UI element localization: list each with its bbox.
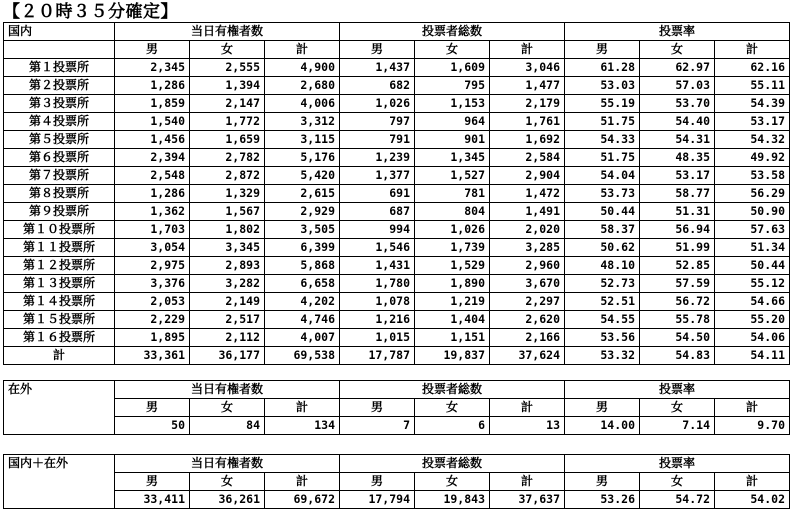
polling-station-row	[4, 311, 790, 329]
cell-value: 2,555	[190, 59, 265, 77]
header-total: 計	[265, 41, 340, 59]
cell-value: 2,680	[265, 77, 340, 95]
header-female: 女	[640, 399, 715, 417]
cell-value: 61.28	[565, 59, 640, 77]
cell-value: 69,538	[265, 347, 340, 365]
polling-station-row	[4, 239, 790, 257]
cell-value: 50.90	[715, 203, 790, 221]
cell-value: 1,026	[415, 221, 490, 239]
cell-value: 3,505	[265, 221, 340, 239]
cell-value: 2,975	[115, 257, 190, 275]
cell-value: 3,046	[490, 59, 565, 77]
cell-value: 2,584	[490, 149, 565, 167]
cell-value: 55.11	[715, 77, 790, 95]
cell-value: 5,176	[265, 149, 340, 167]
cell-value: 1,239	[340, 149, 415, 167]
section-label-domestic: 国内	[4, 23, 115, 41]
cell-value: 54.33	[565, 131, 640, 149]
cell-value: 62.97	[640, 59, 715, 77]
row-label: 第１４投票所	[4, 293, 115, 311]
row-label: 第２投票所	[4, 77, 115, 95]
cell-value: 691	[340, 185, 415, 203]
row-label: 第１１投票所	[4, 239, 115, 257]
cell-value: 52.51	[565, 293, 640, 311]
cell-value: 1,772	[190, 113, 265, 131]
header-total: 計	[490, 473, 565, 491]
cell-value: 797	[340, 113, 415, 131]
cell-value: 54.55	[565, 311, 640, 329]
row-label: 第１２投票所	[4, 257, 115, 275]
header-male: 男	[565, 399, 640, 417]
cell-value: 1,780	[340, 275, 415, 293]
cell-value: 1,527	[415, 167, 490, 185]
cell-value: 2,345	[115, 59, 190, 77]
header-female: 女	[640, 41, 715, 59]
cell-value: 54.06	[715, 329, 790, 347]
cell-value: 1,567	[190, 203, 265, 221]
cell-value: 62.16	[715, 59, 790, 77]
cell-value: 52.85	[640, 257, 715, 275]
header-blank-cell	[4, 41, 115, 59]
cell-value: 54.72	[640, 491, 715, 509]
cell-value: 1,345	[415, 149, 490, 167]
header-turnout-rate: 投票率	[565, 455, 790, 473]
cell-value: 2,517	[190, 311, 265, 329]
header-turnout-rate: 投票率	[565, 381, 790, 399]
cell-value: 84	[190, 417, 265, 435]
cell-value: 4,007	[265, 329, 340, 347]
cell-value: 58.37	[565, 221, 640, 239]
cell-value: 1,377	[340, 167, 415, 185]
cell-value: 1,456	[115, 131, 190, 149]
cell-value: 5,868	[265, 257, 340, 275]
header-row-sex	[4, 399, 790, 417]
cell-value: 781	[415, 185, 490, 203]
cell-value: 2,620	[490, 311, 565, 329]
cell-value: 2,166	[490, 329, 565, 347]
row-label: 第５投票所	[4, 131, 115, 149]
cell-value: 2,297	[490, 293, 565, 311]
row-label: 第１３投票所	[4, 275, 115, 293]
polling-station-row	[4, 203, 790, 221]
cell-value: 52.73	[565, 275, 640, 293]
header-female: 女	[415, 473, 490, 491]
cell-value: 1,491	[490, 203, 565, 221]
cell-value: 1,153	[415, 95, 490, 113]
cell-value: 54.04	[565, 167, 640, 185]
cell-value: 36,261	[190, 491, 265, 509]
row-label: 第１０投票所	[4, 221, 115, 239]
cell-value: 55.78	[640, 311, 715, 329]
row-label: 第１投票所	[4, 59, 115, 77]
cell-value: 2,149	[190, 293, 265, 311]
cell-value: 3,312	[265, 113, 340, 131]
cell-value: 687	[340, 203, 415, 221]
cell-value: 54.02	[715, 491, 790, 509]
cell-value: 54.31	[640, 131, 715, 149]
polling-station-row	[4, 257, 790, 275]
row-label: 第９投票所	[4, 203, 115, 221]
header-eligible-voters: 当日有権者数	[115, 455, 340, 473]
cell-value: 3,345	[190, 239, 265, 257]
cell-value: 5,420	[265, 167, 340, 185]
cell-value: 1,078	[340, 293, 415, 311]
header-male: 男	[115, 473, 190, 491]
header-male: 男	[115, 41, 190, 59]
cell-value: 58.77	[640, 185, 715, 203]
polling-station-row	[4, 275, 790, 293]
header-female: 女	[415, 41, 490, 59]
header-male: 男	[565, 473, 640, 491]
cell-value: 682	[340, 77, 415, 95]
cell-value: 6,399	[265, 239, 340, 257]
cell-value: 50.62	[565, 239, 640, 257]
cell-value: 795	[415, 77, 490, 95]
cell-value: 1,739	[415, 239, 490, 257]
header-row-sex	[4, 41, 790, 59]
cell-value: 36,177	[190, 347, 265, 365]
polling-station-row	[4, 293, 790, 311]
header-total-voters: 投票者総数	[340, 381, 565, 399]
cell-value: 7.14	[640, 417, 715, 435]
cell-value: 1,529	[415, 257, 490, 275]
header-female: 女	[640, 473, 715, 491]
cell-value: 3,282	[190, 275, 265, 293]
cell-value: 54.40	[640, 113, 715, 131]
cell-value: 4,900	[265, 59, 340, 77]
cell-value: 54.32	[715, 131, 790, 149]
cell-value: 51.34	[715, 239, 790, 257]
cell-value: 1,692	[490, 131, 565, 149]
cell-value: 51.75	[565, 113, 640, 131]
cell-value: 7	[340, 417, 415, 435]
row-label: 第３投票所	[4, 95, 115, 113]
header-female: 女	[190, 399, 265, 417]
cell-value: 1,329	[190, 185, 265, 203]
row-label: 第６投票所	[4, 149, 115, 167]
polling-station-row	[4, 185, 790, 203]
cell-value: 50	[115, 417, 190, 435]
cell-value: 1,151	[415, 329, 490, 347]
cell-value: 1,540	[115, 113, 190, 131]
cell-value: 53.70	[640, 95, 715, 113]
cell-value: 51.75	[565, 149, 640, 167]
polling-station-row	[4, 59, 790, 77]
cell-value: 1,609	[415, 59, 490, 77]
cell-value: 50.44	[565, 203, 640, 221]
cell-value: 1,216	[340, 311, 415, 329]
header-row-sex	[4, 473, 790, 491]
cell-value: 57.59	[640, 275, 715, 293]
header-total-voters: 投票者総数	[340, 455, 565, 473]
cell-value: 48.10	[565, 257, 640, 275]
cell-value: 2,615	[265, 185, 340, 203]
cell-value: 3,115	[265, 131, 340, 149]
cell-value: 54.50	[640, 329, 715, 347]
cell-value: 53.17	[640, 167, 715, 185]
cell-value: 19,837	[415, 347, 490, 365]
cell-value: 54.11	[715, 347, 790, 365]
cell-value: 1,437	[340, 59, 415, 77]
cell-value: 56.72	[640, 293, 715, 311]
polling-station-row	[4, 113, 790, 131]
cell-value: 37,637	[490, 491, 565, 509]
cell-value: 2,112	[190, 329, 265, 347]
cell-value: 6	[415, 417, 490, 435]
cell-value: 1,026	[340, 95, 415, 113]
polling-station-row	[4, 221, 790, 239]
cell-value: 33,411	[115, 491, 190, 509]
polling-station-row	[4, 329, 790, 347]
overseas-table	[3, 380, 790, 435]
cell-value: 55.12	[715, 275, 790, 293]
header-male: 男	[340, 41, 415, 59]
polling-station-row	[4, 167, 790, 185]
cell-value: 994	[340, 221, 415, 239]
row-label: 第８投票所	[4, 185, 115, 203]
cell-value: 9.70	[715, 417, 790, 435]
cell-value: 51.31	[640, 203, 715, 221]
cell-value: 57.03	[640, 77, 715, 95]
cell-value: 4,006	[265, 95, 340, 113]
header-female: 女	[190, 41, 265, 59]
cell-value: 1,659	[190, 131, 265, 149]
cell-value: 50.44	[715, 257, 790, 275]
cell-value: 804	[415, 203, 490, 221]
cell-value: 2,893	[190, 257, 265, 275]
row-label: 第１５投票所	[4, 311, 115, 329]
cell-value: 2,782	[190, 149, 265, 167]
cell-value: 2,394	[115, 149, 190, 167]
cell-value: 3,376	[115, 275, 190, 293]
cell-value: 17,787	[340, 347, 415, 365]
cell-value: 2,872	[190, 167, 265, 185]
cell-value: 53.17	[715, 113, 790, 131]
cell-value: 1,895	[115, 329, 190, 347]
cell-value: 14.00	[565, 417, 640, 435]
cell-value: 3,670	[490, 275, 565, 293]
header-total: 計	[265, 399, 340, 417]
cell-value: 1,286	[115, 185, 190, 203]
cell-value: 1,761	[490, 113, 565, 131]
cell-value: 1,703	[115, 221, 190, 239]
header-turnout-rate: 投票率	[565, 23, 790, 41]
cell-value: 3,054	[115, 239, 190, 257]
header-row-groups	[4, 455, 790, 473]
cell-value: 19,843	[415, 491, 490, 509]
cell-value: 1,477	[490, 77, 565, 95]
header-total: 計	[715, 41, 790, 59]
header-total: 計	[265, 473, 340, 491]
cell-value: 2,929	[265, 203, 340, 221]
cell-value: 54.83	[640, 347, 715, 365]
header-total: 計	[715, 399, 790, 417]
overseas-data-row	[4, 417, 790, 435]
polling-station-row	[4, 149, 790, 167]
header-row-groups	[4, 381, 790, 399]
cell-value: 2,229	[115, 311, 190, 329]
cell-value: 57.63	[715, 221, 790, 239]
header-eligible-voters: 当日有権者数	[115, 381, 340, 399]
cell-value: 53.58	[715, 167, 790, 185]
cell-value: 55.19	[565, 95, 640, 113]
cell-value: 2,179	[490, 95, 565, 113]
row-label: 第７投票所	[4, 167, 115, 185]
cell-value: 2,548	[115, 167, 190, 185]
cell-value: 1,362	[115, 203, 190, 221]
cell-value: 791	[340, 131, 415, 149]
cell-value: 2,147	[190, 95, 265, 113]
cell-value: 901	[415, 131, 490, 149]
cell-value: 33,361	[115, 347, 190, 365]
cell-value: 49.92	[715, 149, 790, 167]
cell-value: 37,624	[490, 347, 565, 365]
cell-value: 4,746	[265, 311, 340, 329]
page-title: 【２０時３５分確定】	[3, 2, 178, 22]
cell-value: 53.03	[565, 77, 640, 95]
cell-value: 17,794	[340, 491, 415, 509]
polling-station-row	[4, 131, 790, 149]
cell-value: 4,202	[265, 293, 340, 311]
header-eligible-voters: 当日有権者数	[115, 23, 340, 41]
cell-value: 6,658	[265, 275, 340, 293]
header-male: 男	[340, 399, 415, 417]
cell-value: 2,960	[490, 257, 565, 275]
cell-value: 56.29	[715, 185, 790, 203]
header-total-voters: 投票者総数	[340, 23, 565, 41]
cell-value: 2,053	[115, 293, 190, 311]
total-row	[4, 347, 790, 365]
polling-station-row	[4, 77, 790, 95]
header-male: 男	[340, 473, 415, 491]
cell-value: 53.56	[565, 329, 640, 347]
row-label: 計	[4, 347, 115, 365]
cell-value: 1,286	[115, 77, 190, 95]
cell-value: 134	[265, 417, 340, 435]
section-label-overseas: 在外	[4, 381, 115, 435]
cell-value: 53.32	[565, 347, 640, 365]
section-label-combined: 国内＋在外	[4, 455, 115, 509]
cell-value: 1,404	[415, 311, 490, 329]
header-total: 計	[490, 399, 565, 417]
header-female: 女	[415, 399, 490, 417]
cell-value: 1,802	[190, 221, 265, 239]
row-label: 第４投票所	[4, 113, 115, 131]
header-male: 男	[565, 41, 640, 59]
cell-value: 1,219	[415, 293, 490, 311]
row-label: 第１６投票所	[4, 329, 115, 347]
cell-value: 1,015	[340, 329, 415, 347]
header-total: 計	[490, 41, 565, 59]
domestic-table	[3, 22, 790, 365]
cell-value: 53.26	[565, 491, 640, 509]
cell-value: 3,285	[490, 239, 565, 257]
cell-value: 54.66	[715, 293, 790, 311]
header-row-groups	[4, 23, 790, 41]
polling-station-row	[4, 95, 790, 113]
cell-value: 55.20	[715, 311, 790, 329]
cell-value: 48.35	[640, 149, 715, 167]
cell-value: 54.39	[715, 95, 790, 113]
header-male: 男	[115, 399, 190, 417]
cell-value: 51.99	[640, 239, 715, 257]
header-total: 計	[715, 473, 790, 491]
cell-value: 69,672	[265, 491, 340, 509]
cell-value: 1,431	[340, 257, 415, 275]
cell-value: 2,904	[490, 167, 565, 185]
cell-value: 1,394	[190, 77, 265, 95]
combined-table	[3, 454, 790, 509]
cell-value: 964	[415, 113, 490, 131]
cell-value: 1,472	[490, 185, 565, 203]
cell-value: 1,890	[415, 275, 490, 293]
cell-value: 2,020	[490, 221, 565, 239]
cell-value: 1,859	[115, 95, 190, 113]
cell-value: 13	[490, 417, 565, 435]
combined-data-row	[4, 491, 790, 509]
cell-value: 1,546	[340, 239, 415, 257]
cell-value: 53.73	[565, 185, 640, 203]
cell-value: 56.94	[640, 221, 715, 239]
header-female: 女	[190, 473, 265, 491]
